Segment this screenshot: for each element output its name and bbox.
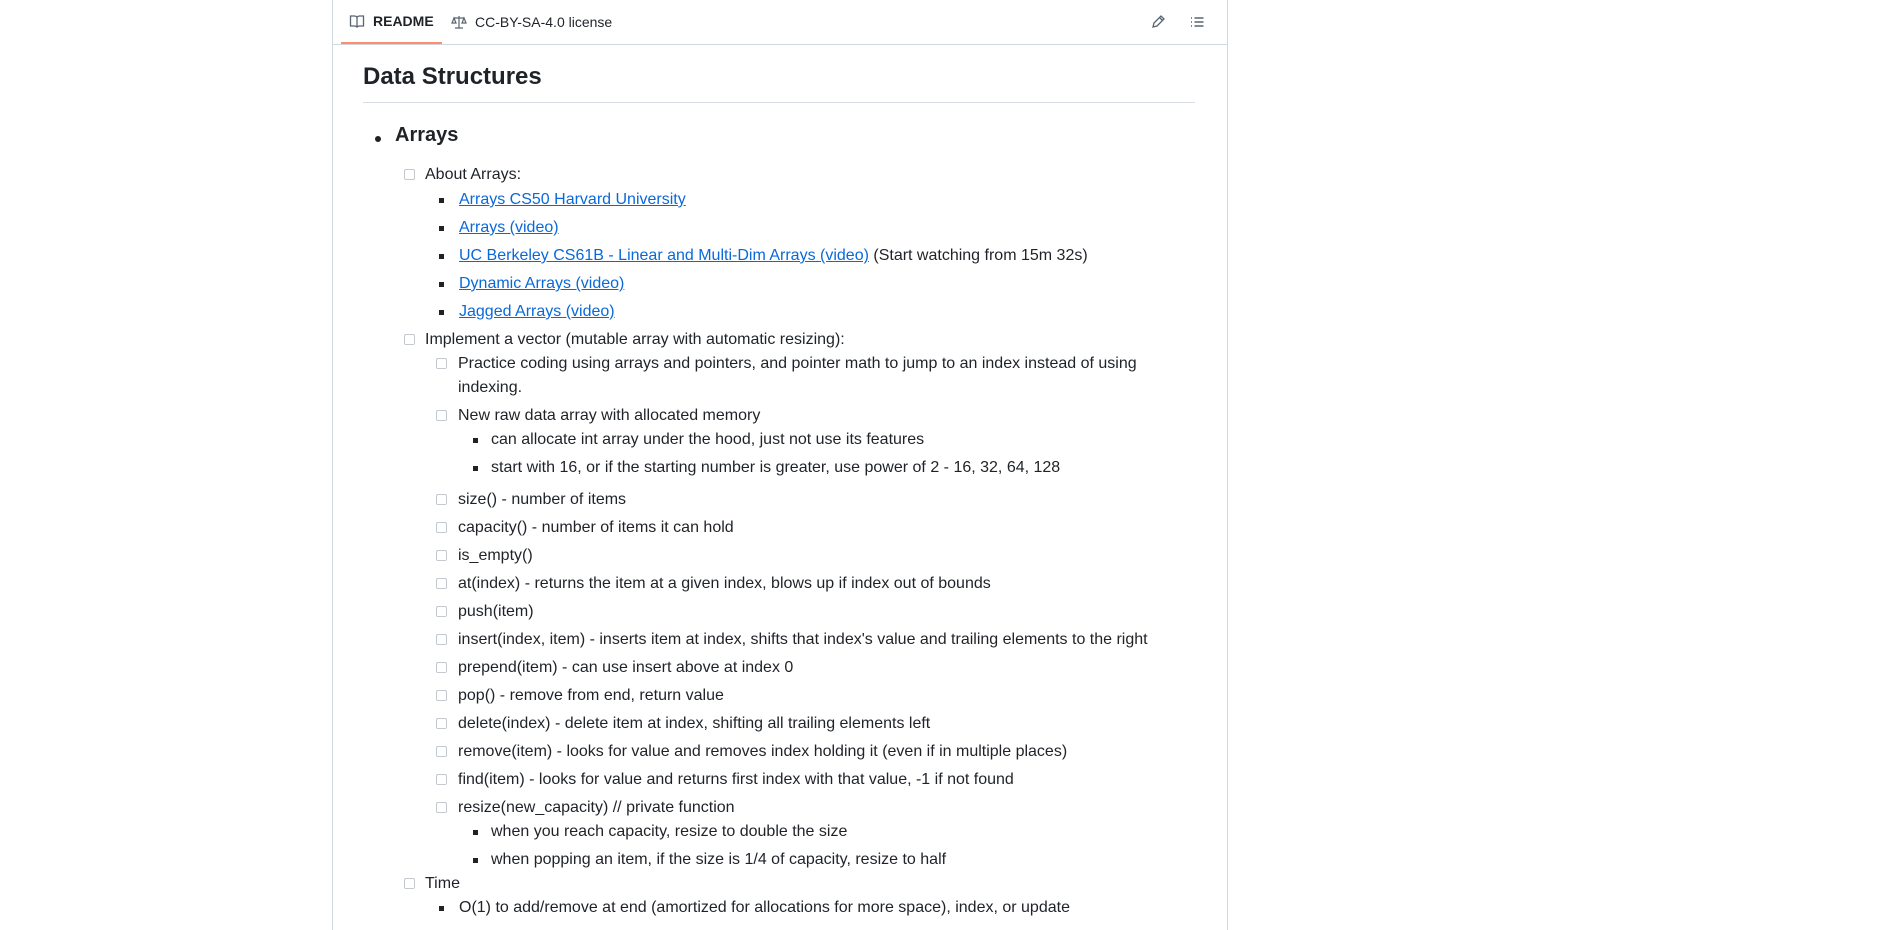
- list-bullet: [473, 858, 478, 863]
- list-bullet: [439, 906, 444, 911]
- checkbox[interactable]: [436, 690, 447, 701]
- link[interactable]: Dynamic Arrays (video): [459, 275, 625, 292]
- list-item: [459, 300, 615, 324]
- list-item: size() - number of items: [458, 491, 627, 508]
- list-item: resize(new_capacity) // private function: [458, 799, 735, 816]
- list-item: insert(index, item) - inserts item at index, shifts that index's value and trailing elements to the right: [458, 631, 1148, 648]
- list-item: start with 16, or if the starting number is greater, use power of 2 - 16, 32, 64, 128: [491, 459, 1061, 476]
- list-item: O(1) to add/remove at end (amortized for allocations for more space), index, or update: [459, 899, 1070, 916]
- edit-button[interactable]: [1147, 11, 1169, 33]
- list-item: capacity() - number of items it can hold: [458, 519, 734, 536]
- note-text: (Start watching from 15m 32s): [868, 247, 1088, 264]
- checkbox[interactable]: [436, 578, 447, 589]
- list-item: remove(item) - looks for value and removes index holding it (even if in multiple places): [458, 743, 1068, 760]
- pencil-icon: [1150, 14, 1166, 30]
- list-item: prepend(item) - can use insert above at index 0: [458, 659, 794, 676]
- list-item: [459, 216, 559, 240]
- tab-license-label: CC-BY-SA-4.0 license: [475, 14, 613, 30]
- list-item: New raw data array with allocated memory: [458, 407, 761, 424]
- checkbox[interactable]: [436, 662, 447, 673]
- checkbox[interactable]: [436, 634, 447, 645]
- list-item: pop() - remove from end, return value: [458, 687, 724, 704]
- checkbox[interactable]: [436, 358, 447, 369]
- link[interactable]: Arrays CS50 Harvard University: [459, 191, 686, 208]
- list-item: [459, 188, 686, 212]
- list-item: find(item) - looks for value and returns first index with that value, -1 if not found: [458, 771, 1014, 788]
- checkbox[interactable]: [436, 550, 447, 561]
- checkbox[interactable]: [436, 802, 447, 813]
- tab-readme-label: README: [373, 13, 434, 29]
- tab-readme[interactable]: [341, 0, 442, 44]
- checkbox[interactable]: [436, 410, 447, 421]
- list-bullet: [473, 466, 478, 471]
- list-bullet: [439, 226, 444, 231]
- list-item: Practice coding using arrays and pointers, and pointer math to jump to an index instead of using: [458, 355, 1137, 372]
- checkbox[interactable]: [436, 522, 447, 533]
- list-item: delete(index) - delete item at index, shifting all trailing elements left: [458, 715, 931, 732]
- list-item: push(item): [458, 603, 534, 620]
- checkbox[interactable]: [436, 774, 447, 785]
- list-bullet: [473, 438, 478, 443]
- list-bullet: [439, 198, 444, 203]
- list-item: [459, 244, 1088, 268]
- link[interactable]: Arrays (video): [459, 219, 559, 236]
- link[interactable]: UC Berkeley CS61B - Linear and Multi-Dim Arrays (video): [459, 247, 869, 264]
- outline-button[interactable]: [1186, 11, 1208, 33]
- scale-icon: [451, 14, 467, 30]
- list-icon: [1189, 14, 1205, 30]
- readme-tabbar: [333, 0, 1227, 45]
- list-bullet: [375, 136, 381, 142]
- readme-panel: [332, 0, 1228, 930]
- list-item: [459, 272, 624, 296]
- list-bullet: [439, 282, 444, 287]
- list-bullet: [439, 254, 444, 259]
- list-item: Implement a vector (mutable array with automatic resizing):: [425, 331, 845, 348]
- list-item: can allocate int array under the hood, just not use its features: [491, 431, 925, 448]
- checkbox[interactable]: [404, 334, 415, 345]
- checkbox[interactable]: [436, 606, 447, 617]
- book-icon: [349, 13, 365, 29]
- list-bullet: [473, 830, 478, 835]
- tab-license[interactable]: [451, 0, 612, 44]
- page-title: Data Structures: [363, 62, 1195, 103]
- list-item: when popping an item, if the size is 1/4 of capacity, resize to half: [491, 851, 947, 868]
- checkbox[interactable]: [436, 746, 447, 757]
- link[interactable]: Jagged Arrays (video): [459, 303, 615, 320]
- checkbox[interactable]: [436, 718, 447, 729]
- list-item: Time: [425, 875, 460, 892]
- checkbox[interactable]: [404, 169, 415, 180]
- list-item: when you reach capacity, resize to double the size: [491, 823, 848, 840]
- list-item: About Arrays:: [425, 166, 522, 183]
- list-bullet: [439, 310, 444, 315]
- list-item: is_empty(): [458, 547, 533, 564]
- section-title: Arrays: [395, 124, 459, 146]
- checkbox[interactable]: [436, 494, 447, 505]
- list-item-continued: indexing.: [458, 379, 523, 396]
- checkbox[interactable]: [404, 878, 415, 889]
- list-item: at(index) - returns the item at a given index, blows up if index out of bounds: [458, 575, 991, 592]
